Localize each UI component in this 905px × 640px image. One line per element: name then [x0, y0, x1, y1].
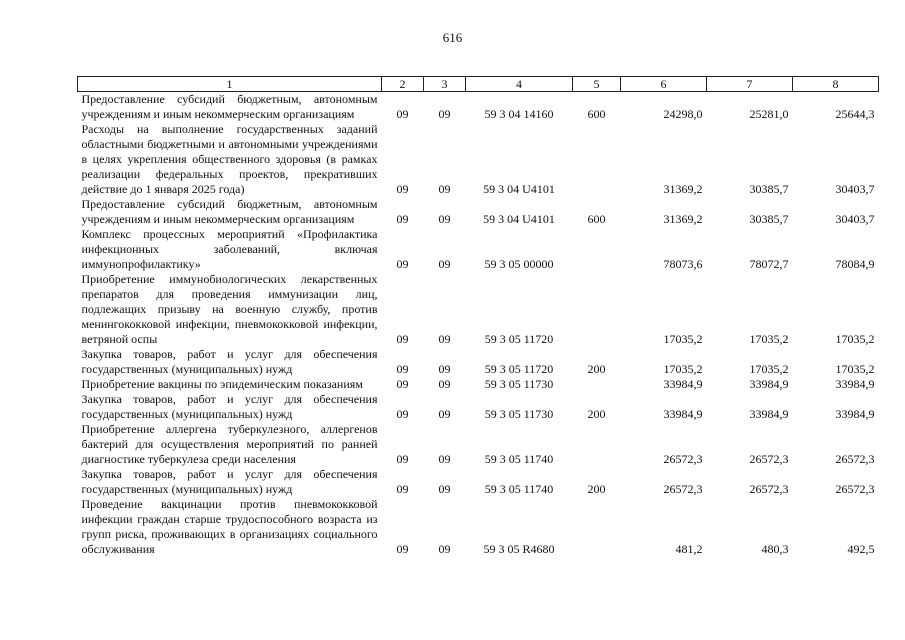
row-subsection: 09	[438, 407, 451, 421]
row-amount-year-3: 492,5	[847, 542, 875, 556]
row-expense-type: 200	[587, 362, 606, 376]
row-section: 09	[396, 107, 409, 121]
row-subsection: 09	[438, 107, 451, 121]
row-amount-year-3: 78084,9	[835, 257, 875, 271]
table-row	[78, 347, 879, 377]
row-name: Закупка товаров, работ и услуг для обеспечения государственных (муниципальных) нужд	[81, 467, 378, 496]
row-amount-year-2: 17035,2	[749, 332, 789, 346]
row-name: Закупка товаров, работ и услуг для обеспечения государственных (муниципальных) нужд	[81, 392, 378, 421]
row-amount-year-2: 26572,3	[749, 452, 789, 466]
row-section: 09	[396, 182, 409, 196]
row-expense-type	[573, 122, 621, 197]
row-section: 09	[396, 377, 409, 391]
row-expense-type: 600	[587, 107, 606, 121]
row-target-article: 59 3 05 11720	[484, 362, 554, 376]
row-target-article: 59 3 05 00000	[484, 257, 554, 271]
row-subsection: 09	[438, 362, 451, 376]
row-amount-year-2: 30385,7	[749, 212, 789, 226]
column-header: 7	[707, 77, 793, 92]
row-name: Проведение вакцинации против пневмококковой инфекции граждан старше трудоспособного возраста из групп риска, проживающих в организациях социального обслуживания	[81, 497, 378, 556]
row-target-article: 59 3 05 R4680	[483, 542, 555, 556]
row-subsection: 09	[438, 542, 451, 556]
row-name: Предоставление субсидий бюджетным, автономным учреждениям и иным некоммерческим организациям	[81, 92, 378, 121]
table-row	[78, 197, 879, 227]
row-expense-type: 200	[587, 407, 606, 421]
row-section: 09	[396, 362, 409, 376]
row-target-article: 59 3 05 11740	[484, 482, 554, 496]
column-header: 3	[424, 77, 466, 92]
table-row	[78, 377, 879, 392]
row-amount-year-1: 31369,2	[663, 182, 703, 196]
row-target-article: 59 3 05 11740	[484, 452, 554, 466]
row-section: 09	[396, 452, 409, 466]
row-target-article: 59 3 05 11730	[484, 377, 554, 391]
row-section: 09	[396, 212, 409, 226]
row-expense-type	[573, 497, 621, 557]
row-subsection: 09	[438, 377, 451, 391]
table-row	[78, 497, 879, 557]
row-amount-year-2: 78072,7	[749, 257, 789, 271]
row-amount-year-1: 481,2	[675, 542, 703, 556]
row-amount-year-1: 31369,2	[663, 212, 703, 226]
column-header: 5	[573, 77, 621, 92]
row-expense-type	[573, 377, 621, 392]
row-amount-year-1: 26572,3	[663, 452, 703, 466]
row-amount-year-2: 33984,9	[749, 377, 789, 391]
row-name: Приобретение аллергена туберкулезного, аллергенов бактерий для осуществления мероприятий по ранней диагностике туберкулеза среди населения	[81, 422, 378, 466]
row-name: Предоставление субсидий бюджетным, автономным учреждениям и иным некоммерческим организациям	[81, 197, 378, 226]
column-header: 2	[382, 77, 424, 92]
row-amount-year-1: 26572,3	[663, 482, 703, 496]
row-amount-year-2: 30385,7	[749, 182, 789, 196]
table-row	[78, 422, 879, 467]
row-amount-year-3: 26572,3	[835, 482, 875, 496]
row-amount-year-3: 25644,3	[835, 107, 875, 121]
row-subsection: 09	[438, 212, 451, 226]
row-subsection: 09	[438, 332, 451, 346]
column-header: 6	[621, 77, 707, 92]
row-section: 09	[396, 482, 409, 496]
row-subsection: 09	[438, 257, 451, 271]
row-amount-year-1: 78073,6	[663, 257, 703, 271]
table-row	[78, 467, 879, 497]
row-subsection: 09	[438, 452, 451, 466]
row-name: Комплекс процессных мероприятий «Профилактика инфекционных заболеваний, включая иммунопрофилактику»	[81, 227, 378, 271]
row-section: 09	[396, 257, 409, 271]
row-amount-year-1: 33984,9	[663, 377, 703, 391]
table-row	[78, 227, 879, 272]
row-subsection: 09	[438, 182, 451, 196]
row-amount-year-1: 17035,2	[663, 362, 703, 376]
row-amount-year-3: 33984,9	[835, 377, 875, 391]
row-amount-year-3: 17035,2	[835, 362, 875, 376]
row-amount-year-1: 24298,0	[663, 107, 703, 121]
row-section: 09	[396, 332, 409, 346]
row-target-article: 59 3 04 14160	[484, 107, 554, 121]
row-amount-year-2: 17035,2	[749, 362, 789, 376]
row-target-article: 59 3 04 U4101	[483, 212, 555, 226]
row-amount-year-2: 25281,0	[749, 107, 789, 121]
row-target-article: 59 3 05 11730	[484, 407, 554, 421]
row-expense-type: 200	[587, 482, 606, 496]
row-expense-type: 600	[587, 212, 606, 226]
row-amount-year-2: 33984,9	[749, 407, 789, 421]
row-amount-year-3: 17035,2	[835, 332, 875, 346]
column-header: 1	[78, 77, 382, 92]
row-name: Расходы на выполнение государственных заданий областными бюджетными и автономными учреждениями в целях укрепления общественного здоровья (в рамках реализации федеральных проектов, прекративших действие до 1 января 2025 года)	[81, 122, 378, 196]
row-amount-year-1: 33984,9	[663, 407, 703, 421]
row-amount-year-3: 33984,9	[835, 407, 875, 421]
table-header-row	[78, 77, 879, 92]
table-row	[78, 122, 879, 197]
row-amount-year-2: 480,3	[761, 542, 789, 556]
page-number: 616	[442, 30, 463, 45]
row-name: Приобретение иммунобиологических лекарственных препаратов для проведения иммунизации лиц, подлежащих призыву на военную службу, против менингококковой инфекции, пневмококковой инфекции, ветряной оспы	[81, 272, 378, 346]
row-amount-year-3: 30403,7	[835, 212, 875, 226]
row-section: 09	[396, 542, 409, 556]
row-section: 09	[396, 407, 409, 421]
table-row	[78, 92, 879, 123]
row-expense-type	[573, 422, 621, 467]
table-row	[78, 392, 879, 422]
budget-table	[77, 76, 879, 557]
row-amount-year-3: 26572,3	[835, 452, 875, 466]
row-target-article: 59 3 05 11720	[484, 332, 554, 346]
table-row	[78, 272, 879, 347]
row-amount-year-2: 26572,3	[749, 482, 789, 496]
row-name: Приобретение вакцины по эпидемическим показаниям	[81, 377, 363, 391]
column-header: 8	[793, 77, 879, 92]
column-header: 4	[466, 77, 573, 92]
row-target-article: 59 3 04 U4101	[483, 182, 555, 196]
row-name: Закупка товаров, работ и услуг для обеспечения государственных (муниципальных) нужд	[81, 347, 378, 376]
row-amount-year-3: 30403,7	[835, 182, 875, 196]
row-expense-type	[573, 272, 621, 347]
row-subsection: 09	[438, 482, 451, 496]
row-expense-type	[573, 227, 621, 272]
row-amount-year-1: 17035,2	[663, 332, 703, 346]
